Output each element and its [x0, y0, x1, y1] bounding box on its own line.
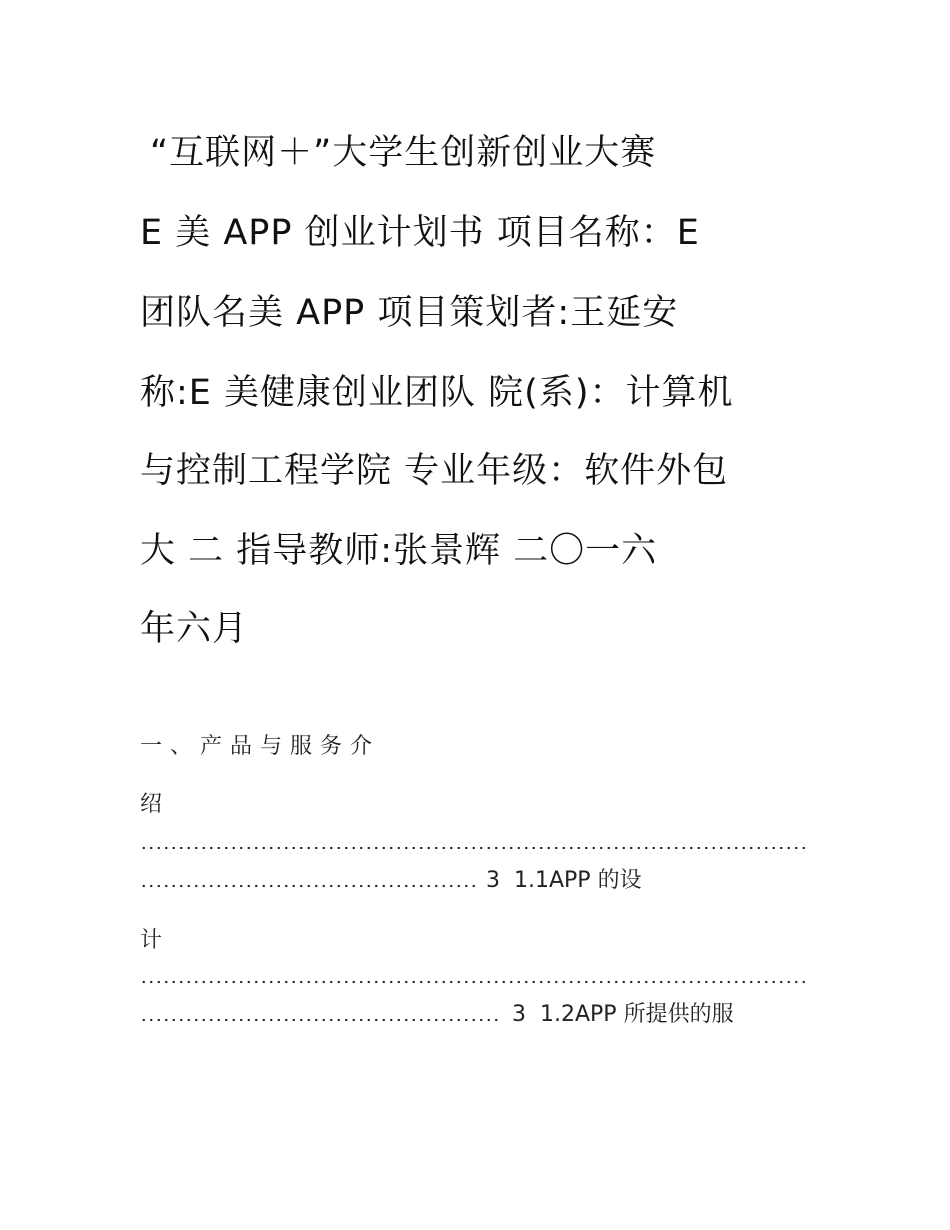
toc-leader-dots [140, 1018, 502, 1022]
cover-text-line: 大 二 指导教师:张景辉 二〇一六 [140, 531, 658, 571]
toc-page-number: 3 [486, 868, 500, 893]
toc-leader-dots [140, 884, 476, 888]
toc-entry-title: 1.1APP 的设 [514, 868, 642, 893]
toc-section-heading-cont: 绍 [140, 792, 163, 817]
toc-section-heading: 一、产品与服务介 [140, 734, 381, 759]
toc-entry-title: 1.2APP 所提供的服 [540, 1002, 734, 1027]
toc-leader-dots [140, 846, 806, 850]
toc-page-number: 3 [512, 1002, 526, 1027]
cover-title-line: “互联网＋”大学生创新创业大赛 [150, 133, 657, 173]
toc-entry-title-cont: 计 [140, 928, 163, 953]
cover-text-line: E 美 APP 创业计划书 项目名称：E [140, 213, 700, 253]
cover-text-line: 与控制工程学院 专业年级：软件外包 [140, 451, 729, 491]
toc-entry-row [140, 1001, 734, 1029]
toc-entry-row [140, 867, 642, 895]
cover-text-line: 团队名美 APP 项目策划者:王延安 [140, 293, 679, 333]
cover-text-line: 称:E 美健康创业团队 院(系)：计算机 [140, 373, 734, 413]
cover-text-line: 年六月 [140, 609, 249, 649]
toc-leader-dots [140, 980, 806, 984]
